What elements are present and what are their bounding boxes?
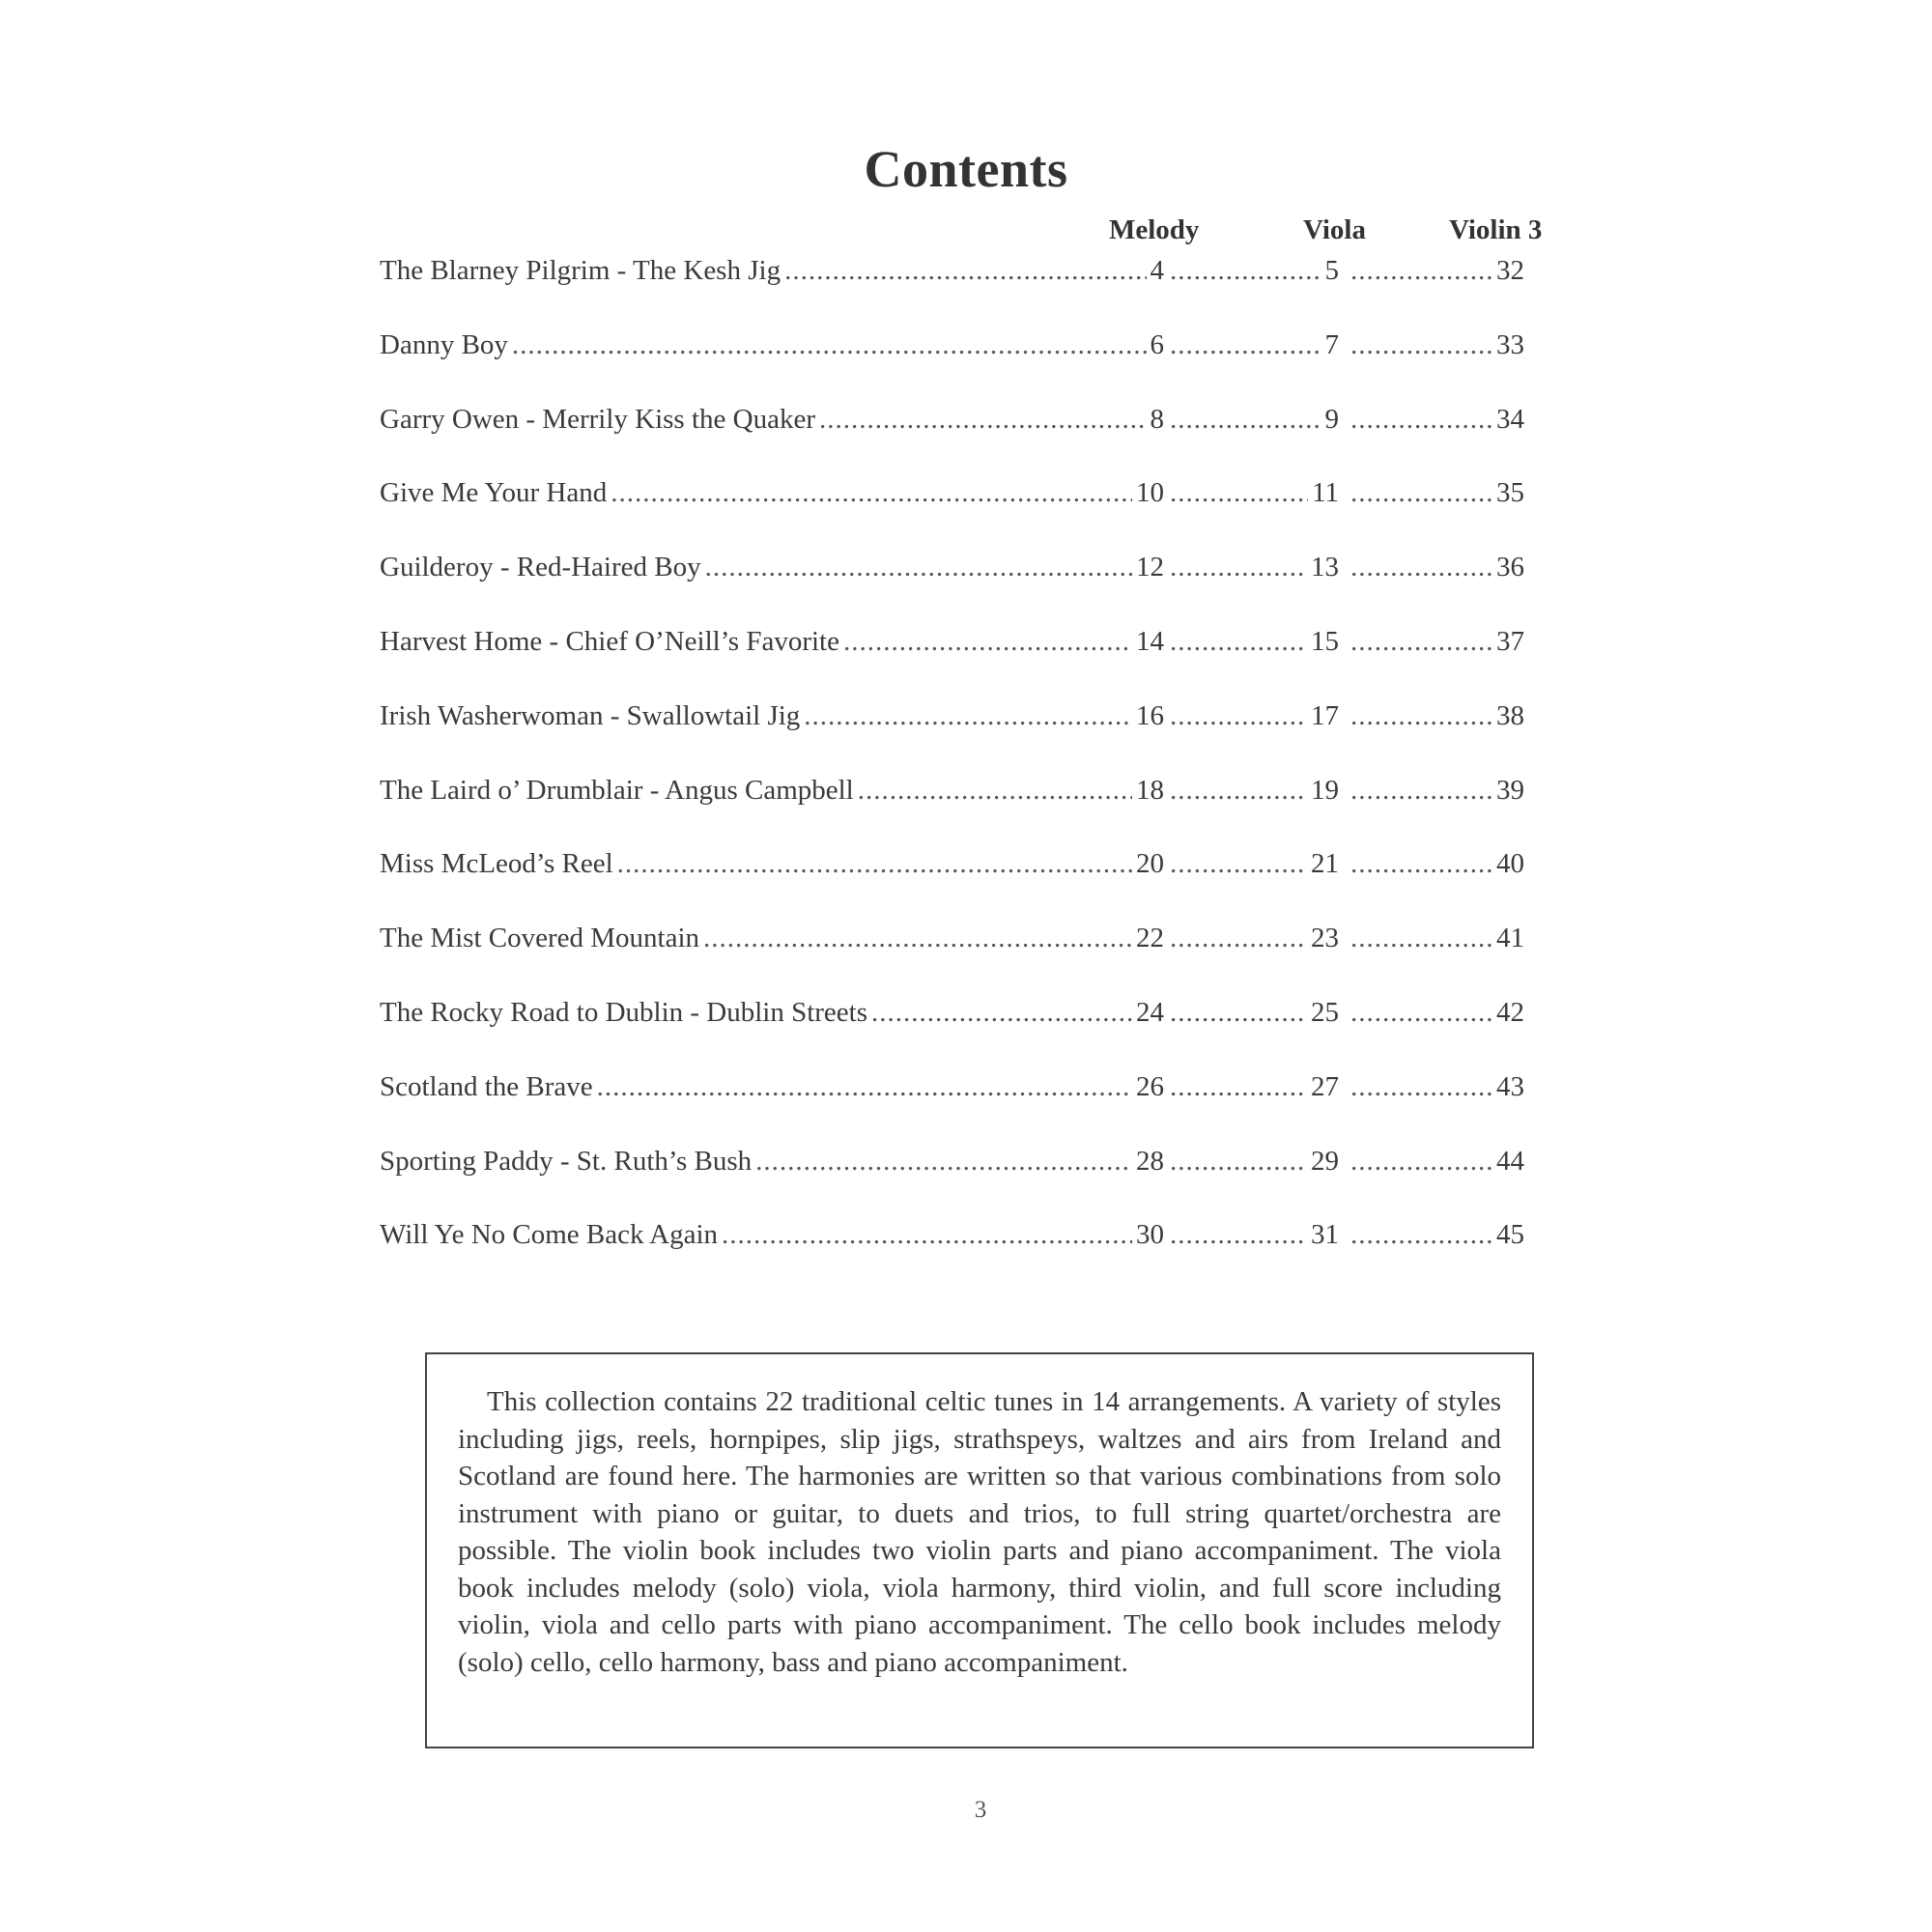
toc-viola-cell [1170,249,1339,292]
dot-leader [1170,324,1321,366]
toc-page-viola: 23 [1311,923,1339,954]
dot-leader [843,620,1132,663]
dot-leader [1170,917,1307,959]
toc-title-cell [380,398,1164,440]
toc-violin3-cell [1350,546,1524,588]
toc-page-viola: 27 [1311,1070,1339,1102]
dot-leader [1170,1140,1307,1182]
toc-page-melody: 28 [1136,1145,1164,1177]
toc-page-violin3: 37 [1496,625,1524,657]
dot-leader [705,546,1132,588]
toc-viola-cell [1170,1065,1339,1108]
toc-entry [380,1213,1527,1288]
toc-page-violin3: 36 [1496,552,1524,583]
toc-page-violin3: 44 [1496,1145,1524,1177]
toc-page-melody: 24 [1136,996,1164,1028]
dot-leader [1170,249,1321,292]
toc-title: Scotland the Brave [380,1070,593,1102]
toc-page-melody: 10 [1136,477,1164,509]
toc-entry [380,991,1527,1065]
toc-title-cell [380,249,1164,292]
dot-leader [755,1140,1132,1182]
toc-title-cell [380,546,1164,588]
toc-page-viola: 5 [1324,255,1339,286]
dot-leader [1350,546,1492,588]
dot-leader [1170,620,1307,663]
toc-title: Will Ye No Come Back Again [380,1219,719,1251]
toc-title: Sporting Paddy - St. Ruth’s Bush [380,1145,753,1177]
dot-leader [1350,917,1492,959]
dot-leader [1170,991,1307,1034]
toc-title-cell [380,917,1164,959]
toc-viola-cell [1170,398,1339,440]
toc-entry [380,398,1527,472]
toc-entry [380,471,1527,546]
toc-title-cell [380,471,1164,514]
dot-leader [784,249,1146,292]
toc-page-melody: 30 [1136,1219,1164,1251]
toc-violin3-cell [1350,769,1524,811]
toc-violin3-cell [1350,1065,1524,1108]
toc-page-melody: 8 [1150,403,1164,435]
page-title: Contents [864,140,1068,199]
toc-title: Give Me Your Hand [380,477,608,509]
dot-leader [1350,1213,1492,1256]
toc-viola-cell [1170,1140,1339,1182]
dot-leader [1350,991,1492,1034]
toc-page-viola: 7 [1324,328,1339,360]
dot-leader [1350,1140,1492,1182]
toc-page-violin3: 32 [1496,255,1524,286]
toc-page-melody: 14 [1136,625,1164,657]
dot-leader [1170,1213,1307,1256]
toc-title-cell [380,842,1164,885]
toc-title: The Laird o’ Drumblair - Angus Campbell [380,774,854,806]
dot-leader [858,769,1132,811]
toc-page-violin3: 42 [1496,996,1524,1028]
toc-entry [380,917,1527,991]
toc-title-cell [380,991,1164,1034]
toc-page-violin3: 45 [1496,1219,1524,1251]
toc-page-viola: 9 [1324,403,1339,435]
dot-leader [512,324,1147,366]
toc-title: The Mist Covered Mountain [380,923,700,954]
dot-leader [1170,398,1321,440]
toc-page-melody: 12 [1136,552,1164,583]
toc-page-violin3: 34 [1496,403,1524,435]
toc-page-violin3: 35 [1496,477,1524,509]
column-header-violin3: Violin 3 [1449,214,1543,245]
dot-leader [703,917,1132,959]
toc-viola-cell [1170,842,1339,885]
toc-violin3-cell [1350,324,1524,366]
toc-title: The Rocky Road to Dublin - Dublin Streets [380,996,868,1028]
dot-leader [1170,769,1307,811]
toc-page-melody: 16 [1136,699,1164,731]
toc-title-cell [380,695,1164,737]
toc-violin3-cell [1350,1140,1524,1182]
toc-viola-cell [1170,1213,1339,1256]
toc-title: Miss McLeod’s Reel [380,848,613,880]
toc-page-melody: 4 [1150,255,1164,286]
toc-violin3-cell [1350,1213,1524,1256]
toc-page-violin3: 39 [1496,774,1524,806]
dot-leader [722,1213,1132,1256]
toc-page-violin3: 33 [1496,328,1524,360]
toc-viola-cell [1170,324,1339,366]
dot-leader [1350,695,1492,737]
dot-leader [871,991,1132,1034]
toc-title: Danny Boy [380,328,508,360]
toc-viola-cell [1170,546,1339,588]
toc-title: The Blarney Pilgrim - The Kesh Jig [380,255,781,286]
toc-entry [380,324,1527,398]
toc-viola-cell [1170,917,1339,959]
toc-entry [380,546,1527,620]
toc-title: Harvest Home - Chief O’Neill’s Favorite [380,625,839,657]
toc-entry [380,695,1527,769]
toc-viola-cell [1170,471,1339,514]
dot-leader [1350,769,1492,811]
dot-leader [819,398,1147,440]
dot-leader [1350,398,1492,440]
dot-leader [611,471,1132,514]
toc-title-cell [380,1140,1164,1182]
toc-title-cell [380,1213,1164,1256]
toc-page-viola: 17 [1311,699,1339,731]
dot-leader [1350,620,1492,663]
toc-violin3-cell [1350,695,1524,737]
dot-leader [1350,324,1492,366]
toc-violin3-cell [1350,917,1524,959]
info-box [425,1352,1534,1748]
dot-leader [1350,1065,1492,1108]
toc-page-violin3: 41 [1496,923,1524,954]
dot-leader [1170,1065,1307,1108]
toc-entry [380,249,1527,324]
toc-page-melody: 18 [1136,774,1164,806]
toc-page-melody: 26 [1136,1070,1164,1102]
toc-page-violin3: 38 [1496,699,1524,731]
toc-title-cell [380,620,1164,663]
toc-title: Irish Washerwoman - Swallowtail Jig [380,699,801,731]
column-header-melody: Melody [1109,214,1200,245]
toc-page-melody: 22 [1136,923,1164,954]
toc-entry [380,1140,1527,1214]
toc-entry [380,620,1527,695]
toc-page-viola: 31 [1311,1219,1339,1251]
toc-viola-cell [1170,695,1339,737]
dot-leader [617,842,1132,885]
toc-violin3-cell [1350,398,1524,440]
toc-page-viola: 15 [1311,625,1339,657]
toc-violin3-cell [1350,991,1524,1034]
toc-page-melody: 6 [1150,328,1164,360]
toc-title-cell [380,769,1164,811]
toc-page-viola: 25 [1311,996,1339,1028]
toc-entry [380,1065,1527,1140]
table-of-contents [380,249,1527,1288]
toc-entry [380,769,1527,843]
toc-title: Garry Owen - Merrily Kiss the Quaker [380,403,815,435]
toc-violin3-cell [1350,249,1524,292]
dot-leader [1350,471,1492,514]
page-number: 3 [974,1797,987,1823]
toc-page-viola: 29 [1311,1145,1339,1177]
dot-leader [1350,842,1492,885]
toc-viola-cell [1170,769,1339,811]
toc-violin3-cell [1350,471,1524,514]
dot-leader [1170,546,1307,588]
toc-page-viola: 19 [1311,774,1339,806]
toc-entry [380,842,1527,917]
toc-viola-cell [1170,620,1339,663]
dot-leader [1170,695,1307,737]
toc-violin3-cell [1350,620,1524,663]
toc-page-viola: 13 [1311,552,1339,583]
toc-violin3-cell [1350,842,1524,885]
toc-title-cell [380,1065,1164,1108]
toc-page-violin3: 43 [1496,1070,1524,1102]
toc-page-viola: 11 [1312,477,1339,509]
column-header-viola: Viola [1303,214,1366,245]
dot-leader [1350,249,1492,292]
toc-viola-cell [1170,991,1339,1034]
dot-leader [597,1065,1132,1108]
toc-page-violin3: 40 [1496,848,1524,880]
toc-page-melody: 20 [1136,848,1164,880]
toc-title: Guilderoy - Red-Haired Boy [380,552,701,583]
info-text: This collection contains 22 traditional celtic tunes in 14 arrangements. A variety of styles including jigs, reels, hornpipes, slip jigs, strathspeys, waltzes and airs from Ireland and Scotland are found here. The harmonies are written so that various combinations from solo instrument with piano or guitar, to duets and trios, to full string quartet/orchestra are possible. The violin book includes two violin parts and piano accompaniment. The viola book includes melody (solo) viola, viola harmony, third violin, and full score including violin, viola and cello parts with piano accompaniment. The cello book includes melody (solo) cello, cello harmony, bass and piano accompaniment. [458,1386,1501,1678]
dot-leader [1170,471,1308,514]
dot-leader [804,695,1132,737]
toc-page-viola: 21 [1311,848,1339,880]
toc-title-cell [380,324,1164,366]
dot-leader [1170,842,1307,885]
